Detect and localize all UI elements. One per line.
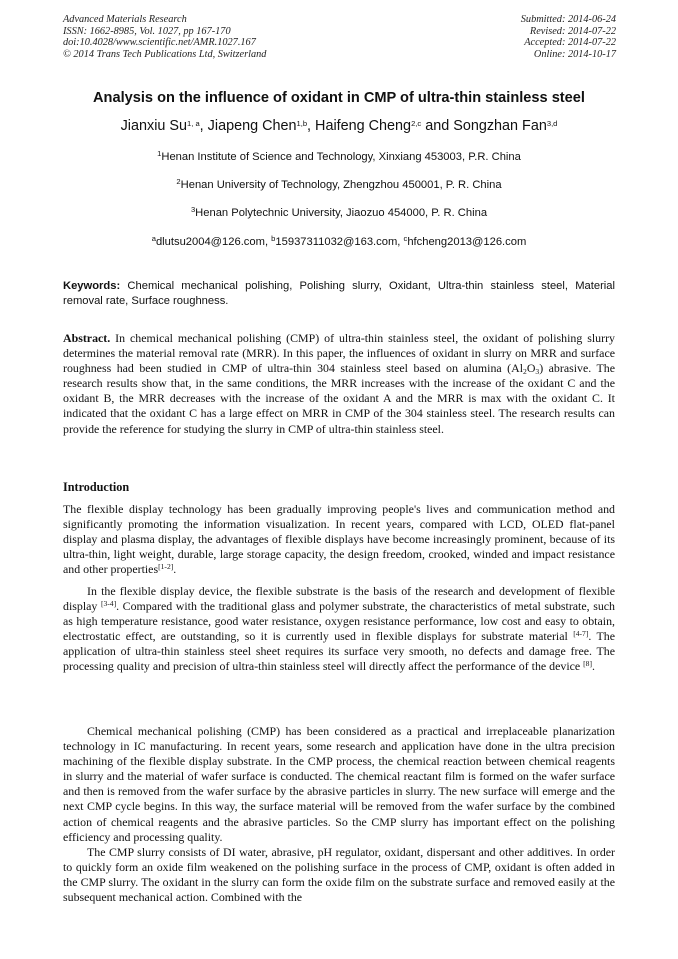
email-address: dlutsu2004@126.com <box>155 236 265 248</box>
citation: [1-2] <box>158 562 174 572</box>
abstract-text-part2: ) abrasive. The research results show that, in the same conditions, the MRR increases with the increase of the oxidant C and the oxidant B, the MRR decreases with the increase of the oxidant A and the MRR is max with the oxidant C. It indicated that the oxidant C has a large effect on MRR in CMP of the 304 stainless steel. The research results can provide the reference for studying the slurry in CMP of ultra-thin stainless steel. <box>63 361 615 436</box>
intro-paragraph-2 <box>63 584 615 675</box>
affiliation-3 <box>40 207 638 219</box>
paragraph-text: . Compared with the traditional glass and polymer substrate, the characteristics of metal substrate, such as high temperature resistance, good water resistance, oxygen resistance performance, low cost and easy to obtain, electrostatic effect, are outstanding, so it is currently used in flexible displays for substrate material <box>63 599 615 644</box>
author-name: Jianxiu Su <box>120 118 187 134</box>
intro-paragraph-1 <box>63 502 615 577</box>
author-separator: and <box>421 118 454 134</box>
affiliation-text: Henan University of Technology, Zhengzhou 450001, P. R. China <box>180 179 502 191</box>
abstract-text-part1: In chemical mechanical polishing (CMP) of ultra-thin stainless steel, the oxidant of polishing slurry determines the material removal rate (MRR). In this paper, the influences of oxidant in slurry on MRR and surface roughness had been studied in CMP of ultra-thin 304 stainless steel based on alumina (Al <box>63 331 615 376</box>
keywords-label: Keywords: <box>63 280 121 292</box>
email-address: hfcheng2013@126.com <box>407 236 527 248</box>
email-separator: , <box>397 236 404 248</box>
affiliation-1 <box>40 151 638 163</box>
abstract-block <box>63 331 615 437</box>
affiliation-sup: 3 <box>190 205 196 214</box>
citation: [3-4] <box>100 599 117 609</box>
keywords-block <box>63 279 615 308</box>
author-list <box>40 118 638 134</box>
paragraph-text: The flexible display technology has been gradually improving people's lives and communication method and significantly promoting the information visualization. In recent years, compared with LCD, OLED flat-panel display and plasma display, the advantages of flexible displays have become increasingly prominent, because of its ultra-thin, light weight, durable, large storage capacity, the design freedom, crooked, winded and impact resistance and other properties <box>63 502 615 577</box>
affiliation-sup: 2 <box>176 177 181 186</box>
submission-dates <box>521 14 616 60</box>
author-affil-sup: 2,c <box>411 119 422 128</box>
author-name: Jiapeng Chen <box>207 118 297 134</box>
issn-line: ISSN: 1662-8985, Vol. 1027, pp 167-170 <box>63 25 231 37</box>
online-date: Online: 2014-10-17 <box>533 48 616 60</box>
citation: [8] <box>583 659 593 669</box>
formula-subscript: 3 <box>535 367 540 377</box>
email-sup: c <box>403 234 408 243</box>
submitted-date: Submitted: 2014-06-24 <box>520 14 616 25</box>
paragraph-text: . The application of ultra-thin stainless steel sheet requires its surface very smooth, no defects and damage free. The processing quality and precision of ultra-thin stainless steel will directly affect the performance of the device <box>63 629 615 674</box>
copyright-line: © 2014 Trans Tech Publications Ltd, Switzerland <box>63 48 267 60</box>
doi-line: doi:10.4028/www.scientific.net/AMR.1027.167 <box>63 37 256 49</box>
author-affil-sup: 3,d <box>546 119 558 128</box>
abstract-label: Abstract. <box>63 331 111 345</box>
paragraph-text: In the flexible display device, the flexible substrate is the basis of the research and development of flexible display <box>63 584 615 614</box>
revised-date: Revised: 2014-07-22 <box>529 25 616 37</box>
journal-info <box>63 14 266 60</box>
section-heading-introduction: Introduction <box>63 480 130 494</box>
email-list <box>40 236 638 248</box>
affiliation-2 <box>40 179 638 191</box>
author-separator: , <box>199 118 208 134</box>
email-address: 15937311032@163.com <box>275 236 398 248</box>
author-name: Haifeng Cheng <box>315 118 412 134</box>
intro-paragraph-3: Chemical mechanical polishing (CMP) has been considered as a practical and irreplaceable planarization technology in IC manufacturing. In recent years, some research and application have done in the ultra precision machining of the flexible display substrate. In the CMP process, the chemical reaction between chemical reagents in slurry and the material of wafer surface is conducted. The chemical reactant film is formed on the wafer surface and then is removed from the wafer surface by the abrasive particles in slurry. The new surface will emerge and the next CMP cycle begins. In this way, the surface material will be removed from the wafer surface by the combined action of chemical reagents and the abrasive particles. So the CMP slurry has important effect on the polishing efficiency and processing quality. <box>63 724 615 844</box>
paragraph-text: . <box>173 562 177 577</box>
accepted-date: Accepted: 2014-07-22 <box>524 37 616 49</box>
citation: [4-7] <box>573 629 589 639</box>
author-name: Songzhan Fan <box>453 118 547 134</box>
email-sup: b <box>271 234 276 243</box>
keywords-text: Chemical mechanical polishing, Polishing slurry, Oxidant, Ultra-thin stainless steel, Material removal rate, Surface roughness. <box>63 280 615 307</box>
formula-text: O <box>526 361 536 376</box>
author-affil-sup: 1, a <box>187 119 200 128</box>
author-affil-sup: 1,b <box>296 119 308 128</box>
affiliation-sup: 1 <box>157 149 162 158</box>
journal-name: Advanced Materials Research <box>63 14 187 25</box>
email-separator: , <box>264 236 272 248</box>
paper-title: Analysis on the influence of oxidant in CMP of ultra-thin stainless steel <box>93 90 585 106</box>
affiliation-text: Henan Institute of Science and Technology, Xinxiang 453003, P.R. China <box>161 151 521 163</box>
affiliation-text: Henan Polytechnic University, Jiaozuo 454000, P. R. China <box>195 207 488 219</box>
intro-paragraph-4: The CMP slurry consists of DI water, abrasive, pH regulator, oxidant, dispersant and other additives. In order to quickly form an oxide film weakened on the polishing surface in the process of CMP, oxidant is often added in the CMP slurry. The oxidant in the slurry can form the oxide film on the substrate surface and removed easily at the subsequent mechanical action. Combined with the <box>63 845 615 905</box>
author-separator: , <box>307 118 316 134</box>
email-sup: a <box>151 234 156 243</box>
paragraph-text: . <box>592 659 595 674</box>
formula-subscript: 2 <box>523 367 527 377</box>
